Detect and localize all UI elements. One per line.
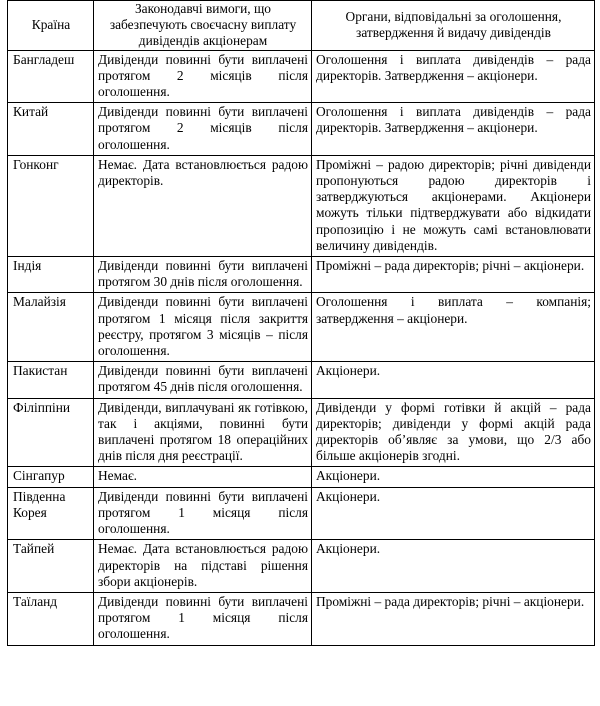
table-row: [8, 155, 595, 256]
cell-requirements: Немає.: [94, 467, 312, 487]
cell-country: Пакистан: [8, 362, 94, 398]
table-row: [8, 467, 595, 487]
cell-bodies: Оголошення і виплата дивідендів – рада директорів. Затвердження – акціонери.: [312, 50, 595, 103]
table-header-row: [8, 1, 595, 51]
cell-requirements: Дивіденди повинні бути виплачені протягом 2 місяців після оголошення.: [94, 103, 312, 156]
cell-bodies: Оголошення і виплата дивідендів – рада директорів. Затвердження – акціонери.: [312, 103, 595, 156]
table-row: [8, 103, 595, 156]
cell-requirements: Дивіденди повинні бути виплачені протягом 2 місяців після оголошення.: [94, 50, 312, 103]
cell-requirements: Немає. Дата встановлюється радою директорів.: [94, 155, 312, 256]
cell-bodies: Акціонери.: [312, 540, 595, 593]
table-row: [8, 398, 595, 467]
table-row: [8, 50, 595, 103]
dividends-table: [7, 0, 595, 646]
cell-bodies: Проміжні – рада директорів; річні – акціонери.: [312, 592, 595, 645]
cell-bodies: Оголошення і виплата – компанія; затвердження – акціонери.: [312, 293, 595, 362]
cell-requirements: Дивіденди повинні бути виплачені протягом 30 днів після оголошення.: [94, 257, 312, 293]
cell-bodies: Акціонери.: [312, 487, 595, 540]
cell-bodies: Акціонери.: [312, 467, 595, 487]
cell-requirements: Дивіденди повинні бути виплачені протягом 45 днів після оголошення.: [94, 362, 312, 398]
cell-country: Тайпей: [8, 540, 94, 593]
cell-requirements: Дивіденди, виплачувані як готівкою, так і акціями, повинні бути виплачені протягом 18 операційних днів після дня реєстрації.: [94, 398, 312, 467]
cell-country: Індія: [8, 257, 94, 293]
header-bodies: Органи, відповідальні за оголошення, затвердження й видачу дивідендів: [312, 1, 595, 51]
header-country: Країна: [8, 1, 94, 51]
table-row: [8, 487, 595, 540]
cell-country: Бангладеш: [8, 50, 94, 103]
cell-country: Південна Корея: [8, 487, 94, 540]
table-row: [8, 257, 595, 293]
cell-country: Малайзія: [8, 293, 94, 362]
table-row: [8, 592, 595, 645]
table-row: [8, 293, 595, 362]
cell-requirements: Немає. Дата встановлюється радою директорів на підставі рішення збори акціонерів.: [94, 540, 312, 593]
cell-country: Філіппіни: [8, 398, 94, 467]
cell-country: Гонконг: [8, 155, 94, 256]
cell-bodies: Дивіденди у формі готівки й акцій – рада директорів; дивіденди у формі акцій рада директорів об’являє за умови, що 2/3 або більше акціонерів згодні.: [312, 398, 595, 467]
cell-country: Таїланд: [8, 592, 94, 645]
cell-requirements: Дивіденди повинні бути виплачені протягом 1 місяця після закриття реєстру, протягом 3 місяців – після оголошення.: [94, 293, 312, 362]
cell-bodies: Проміжні – рада директорів; річні – акціонери.: [312, 257, 595, 293]
table-row: [8, 540, 595, 593]
cell-country: Китай: [8, 103, 94, 156]
cell-bodies: Акціонери.: [312, 362, 595, 398]
cell-country: Сінгапур: [8, 467, 94, 487]
header-requirements: Законодавчі вимоги, що забезпечують своєчасну виплату дивідендів акціонерам: [94, 1, 312, 51]
cell-requirements: Дивіденди повинні бути виплачені протягом 1 місяця після оголошення.: [94, 592, 312, 645]
table-row: [8, 362, 595, 398]
cell-bodies: Проміжні – радою директорів; річні дивіденди пропонуються радою директорів і затверджуються акціонерами. Акціонери можуть тільки підтверджувати або відкидати пропозицію і не можуть самі встановлювати величину дивідендів.: [312, 155, 595, 256]
cell-requirements: Дивіденди повинні бути виплачені протягом 1 місяця після оголошення.: [94, 487, 312, 540]
